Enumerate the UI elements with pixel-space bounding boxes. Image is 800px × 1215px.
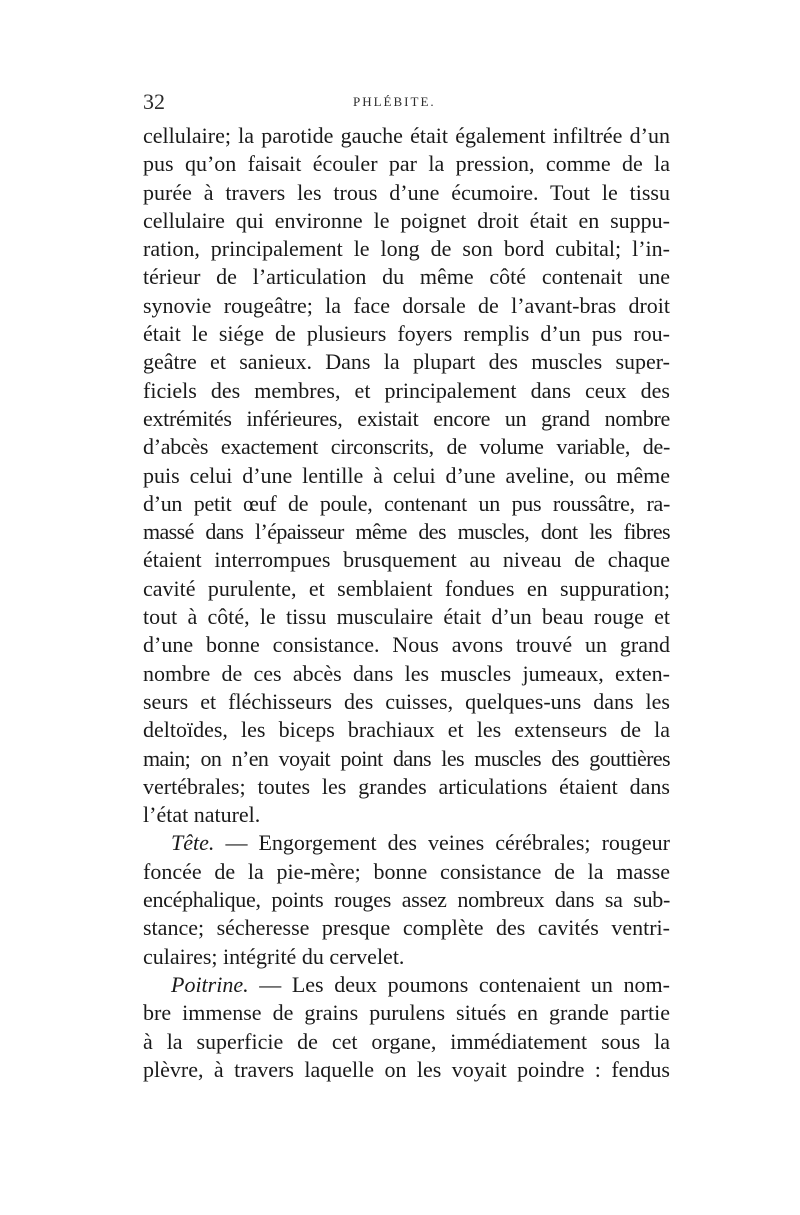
page-number: 32 [143,89,165,114]
section-tete-first-line [143,829,670,857]
text-line: vertébrales; toutes les grandes articulations étaient dans [143,773,670,799]
text-line: extrémités inférieures, existait encore un grand nombre [143,405,670,431]
text-line: deltoïdes, les biceps brachiaux et les extenseurs de la [143,717,670,743]
text-line: main; on n’en voyait point dans les muscles des gouttières [143,745,670,771]
text-fragment: — Les deux poumons contenaient un nom- [259,971,670,997]
text-line: térieur de l’articulation du même côté contenait une [143,264,670,290]
text-line: d’un petit œuf de poule, contenant un pus roussâtre, ra- [143,490,670,516]
text-line: massé dans l’épaisseur même des muscles, dont les fibres [143,519,670,545]
text-line: synovie rougeâtre; la face dorsale de l’avant-bras droit [143,292,670,318]
text-line: encéphalique, points rouges assez nombreux dans sa sub- [143,887,670,913]
text-line: puis celui d’une lentille à celui d’une aveline, ou même [143,462,670,488]
text-line: d’abcès exactement circonscrits, de volume variable, de- [143,434,670,460]
text-line: culaires; intégrité du cervelet. [143,943,405,969]
text-line: l’état naturel. [143,802,261,828]
text-line: cavité purulente, et semblaient fondues en suppuration; [143,575,670,601]
section-label-tete: Tête. [171,830,215,856]
text-line: était le siége de plusieurs foyers remplis d’un pus rou- [143,321,670,347]
body-text [143,122,670,1084]
section-label-poitrine: Poitrine. [171,971,249,997]
text-line: seurs et fléchisseurs des cuisses, quelques-uns dans les [143,688,670,714]
text-line: ficiels des membres, et principalement dans ceux des [143,377,670,403]
text-line: plèvre, à travers laquelle on les voyait poindre : fendus [143,1056,670,1082]
text-line: à la superficie de cet organe, immédiatement sous la [143,1028,670,1054]
text-line: d’une bonne consistance. Nous avons trouvé un grand [143,632,670,658]
text-line: geâtre et sanieux. Dans la plupart des muscles super- [143,349,670,375]
running-title: PHLÉBITE. [353,94,436,109]
text-line: pus qu’on faisait écouler par la pression, comme de la [143,151,670,177]
text-line: étaient interrompues brusquement au niveau de chaque [143,547,670,573]
section-poitrine-first-line [143,971,670,999]
text-line: purée à travers les trous d’une écumoire. Tout le tissu [143,179,670,205]
text-line: tout à côté, le tissu musculaire était d’un beau rouge et [143,604,670,630]
text-fragment: — Engorgement des veines cérébrales; rougeur [225,830,670,856]
text-line: ration, principalement le long de son bord cubital; l’in- [143,236,670,262]
text-line: bre immense de grains purulens situés en grande partie [143,1000,670,1026]
text-line: stance; sécheresse presque complète des cavités ventri- [143,915,670,941]
text-line: cellulaire qui environne le poignet droit était en suppu- [143,207,670,233]
text-line: nombre de ces abcès dans les muscles jumeaux, exten- [143,660,670,686]
text-line: cellulaire; la parotide gauche était également infiltrée d’un [143,123,670,148]
page-header [143,88,670,116]
text-line: foncée de la pie-mère; bonne consistance de la masse [143,858,670,884]
